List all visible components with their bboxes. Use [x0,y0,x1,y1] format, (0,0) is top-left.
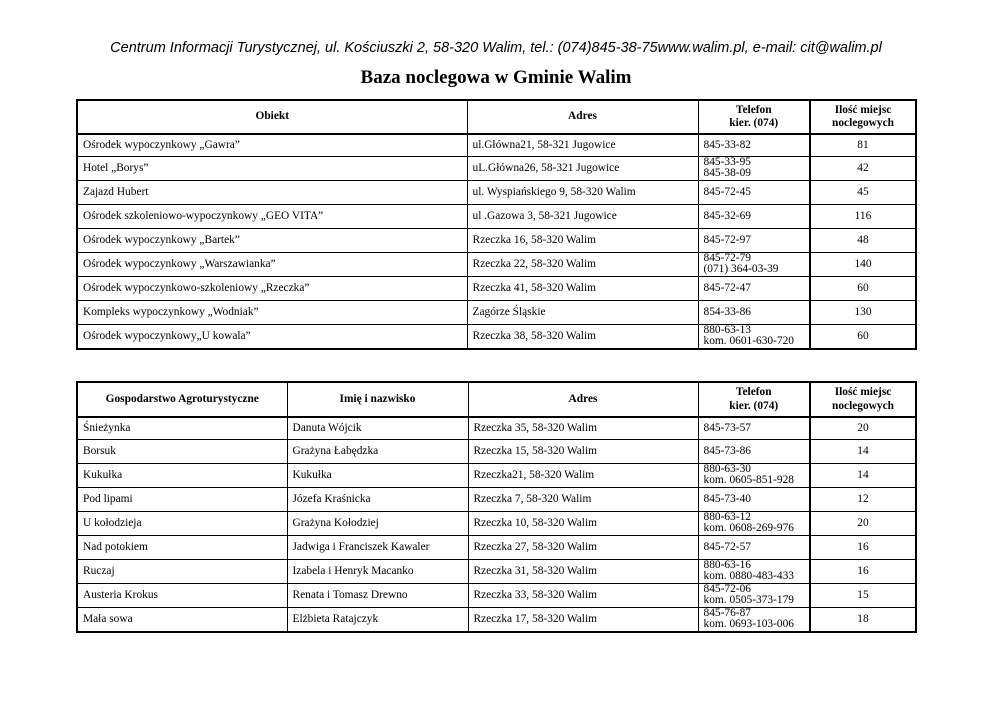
address-cell: ul.Główna21, 58-321 Jugowice [467,134,698,156]
phone-line-1: 845-33-95 [703,156,751,168]
phone-line-1: 845-72-97 [703,234,751,246]
address-cell: Rzeczka 33, 58-320 Walim [468,583,698,607]
phone-cell [698,535,810,559]
column-header-owner: Imię i nazwisko [287,382,468,417]
phone-line-1: 845-72-06 [703,583,751,595]
address-cell: Rzeczka 27, 58-320 Walim [468,535,698,559]
address-cell: ul. Wyspiańskiego 9, 58-320 Walim [467,180,698,204]
places-cell: 48 [810,228,916,252]
object-name-cell: Ośrodek wypoczynkowy „Gawra” [83,139,240,152]
phone-cell [698,439,810,463]
phone-line-2: kom. 0608-269-976 [703,522,794,534]
phone-line-1: 845-73-57 [703,422,751,435]
table-row [77,324,916,349]
farm-name-cell: Mała sowa [77,607,287,632]
table-row [77,300,916,324]
contact-line: Centrum Informacji Turystycznej, ul. Kościuszki 2, 58-320 Walim, tel.: (074)845-38-75www.walim.pl, e-mail: cit@walim.pl [110,40,882,56]
places-cell: 15 [810,583,916,607]
lodging-table [76,99,917,350]
object-name-cell: Ośrodek szkoleniowo-wypoczynkowy „GEO VITA” [77,204,467,228]
places-cell: 16 [810,535,916,559]
address-cell: Rzeczka 10, 58-320 Walim [468,511,698,535]
column-header-address: Adres [468,382,698,417]
address-cell: uL.Główna26, 58-321 Jugowice [467,156,698,180]
address-cell: Zagórze Śląskie [467,300,698,324]
table-row [77,439,916,463]
phone-cell [698,607,810,632]
phone-header-line-1: Telefon [735,103,772,116]
owner-cell: Grażyna Kołodziej [287,511,468,535]
phone-line-1: 845-72-47 [703,282,751,294]
phone-line-2: (071) 364-03-39 [703,263,779,275]
phone-line-1: 845-72-45 [703,186,751,198]
owner-cell: Elżbieta Ratajczyk [287,607,468,632]
table-row [77,417,916,439]
owner-cell: Grażyna Łabędzka [287,439,468,463]
places-header-line-2: noclegowych [831,399,894,412]
phone-cell [698,511,810,535]
table-row [77,463,916,487]
phone-header-line-2: kier. (074) [729,117,779,129]
address-cell: Rzeczka 41, 58-320 Walim [467,276,698,300]
owner-cell: Danuta Wójcik [287,417,468,439]
phone-cell [698,228,810,252]
phone-line-1: 845-76-87 [703,607,751,619]
phone-cell [698,583,810,607]
phone-cell [698,204,810,228]
places-header-line-1: Ilość miejsc [834,103,892,116]
table-row [77,252,916,276]
phone-line-1: 845-73-40 [703,493,751,505]
address-cell: Rzeczka 17, 58-320 Walim [468,607,698,632]
places-header-line-1: Ilość miejsc [834,386,892,398]
places-cell: 81 [810,134,916,156]
places-cell: 20 [810,417,916,439]
phone-line-1: 880-63-30 [703,463,751,475]
table-row [77,276,916,300]
table-row [77,583,916,607]
phone-cell [698,252,810,276]
object-name-cell: Hotel „Borys” [77,156,467,180]
phone-line-2: kom. 0601-630-720 [703,335,794,347]
table-row [77,559,916,583]
phone-line-1: 854-33-86 [703,306,751,318]
phone-line-2: kom. 0693-103-006 [703,618,794,630]
table-header-row [77,382,916,417]
places-cell: 12 [810,487,916,511]
phone-cell [698,463,810,487]
address-cell: Rzeczka 16, 58-320 Walim [467,228,698,252]
address-cell: Rzeczka 38, 58-320 Walim [467,324,698,349]
object-name-cell: Ośrodek wypoczynkowy „Bartek” [77,228,467,252]
owner-cell: Kukułka [287,463,468,487]
places-cell: 140 [810,252,916,276]
places-cell: 14 [810,463,916,487]
table-row [77,156,916,180]
farm-name-cell: Pod lipami [77,487,287,511]
address-cell: Rzeczka 31, 58-320 Walim [468,559,698,583]
column-header-phone [698,382,810,417]
phone-line-1: 845-72-57 [703,541,751,553]
agrotourism-table [76,381,917,633]
object-name-cell: Kompleks wypoczynkowy „Wodniak” [77,300,467,324]
table-row [77,204,916,228]
column-header-phone [698,100,810,134]
column-header-object: Obiekt [77,100,467,134]
object-name-cell: Ośrodek wypoczynkowo-szkoleniowy „Rzeczka” [77,276,467,300]
phone-cell [698,324,810,349]
phone-cell [698,559,810,583]
farm-name-cell: Śnieżynka [83,422,131,435]
farm-name-cell: Nad potokiem [77,535,287,559]
table-row [77,180,916,204]
phone-header-line-2: kier. (074) [729,399,779,412]
column-header-places [810,100,916,134]
table-row [77,607,916,632]
page-title: Baza noclegowa w Gminie Walim [360,67,632,88]
object-name-cell: Ośrodek wypoczynkowy„U kowala” [77,324,467,349]
phone-line-2: kom. 0605-851-928 [703,474,794,486]
phone-line-1: 880-63-12 [703,511,751,523]
phone-line-2: 845-38-09 [703,167,751,179]
phone-cell [698,487,810,511]
places-cell: 130 [810,300,916,324]
places-cell: 116 [810,204,916,228]
phone-line-1: 845-33-82 [703,139,751,152]
phone-line-2: kom. 0505-373-179 [703,594,794,606]
places-header-line-2: noclegowych [831,117,894,129]
address-cell: Rzeczka 35, 58-320 Walim [468,417,698,439]
farm-name-cell: Borsuk [77,439,287,463]
phone-line-2: kom. 0880-483-433 [703,570,794,582]
phone-line-1: 845-32-69 [703,210,751,222]
places-cell: 45 [810,180,916,204]
phone-line-1: 880-63-16 [703,559,751,571]
owner-cell: Renata i Tomasz Drewno [287,583,468,607]
address-cell: ul .Gazowa 3, 58-321 Jugowice [467,204,698,228]
places-cell: 60 [810,276,916,300]
phone-header-line-1: Telefon [735,386,772,398]
phone-cell [698,276,810,300]
farm-name-cell: Kukułka [77,463,287,487]
phone-cell [698,156,810,180]
places-cell: 18 [810,607,916,632]
table-row [77,511,916,535]
phone-cell [698,417,810,439]
address-cell: Rzeczka 15, 58-320 Walim [468,439,698,463]
table-row [77,487,916,511]
object-name-cell: Zajazd Hubert [77,180,467,204]
places-cell: 60 [810,324,916,349]
column-header-address: Adres [467,100,698,134]
table-row [77,535,916,559]
phone-cell [698,300,810,324]
farm-name-cell: U kołodzieja [77,511,287,535]
phone-line-1: 845-72-79 [703,252,751,264]
farm-name-cell: Austeria Krokus [77,583,287,607]
owner-cell: Jadwiga i Franciszek Kawaler [287,535,468,559]
places-cell: 42 [810,156,916,180]
column-header-farm: Gospodarstwo Agroturystyczne [77,382,287,417]
address-cell: Rzeczka 22, 58-320 Walim [467,252,698,276]
address-cell: Rzeczka21, 58-320 Walim [468,463,698,487]
column-header-places [810,382,916,417]
phone-line-1: 880-63-13 [703,324,751,336]
phone-cell [698,180,810,204]
farm-name-cell: Ruczaj [77,559,287,583]
address-cell: Rzeczka 7, 58-320 Walim [468,487,698,511]
owner-cell: Izabela i Henryk Macanko [287,559,468,583]
table-row [77,134,916,156]
object-name-cell: Ośrodek wypoczynkowy „Warszawianka” [77,252,467,276]
table-row [77,228,916,252]
owner-cell: Józefa Kraśnicka [287,487,468,511]
phone-line-1: 845-73-86 [703,445,751,457]
phone-cell [698,134,810,156]
table-header-row [77,100,916,134]
places-cell: 20 [810,511,916,535]
places-cell: 16 [810,559,916,583]
places-cell: 14 [810,439,916,463]
